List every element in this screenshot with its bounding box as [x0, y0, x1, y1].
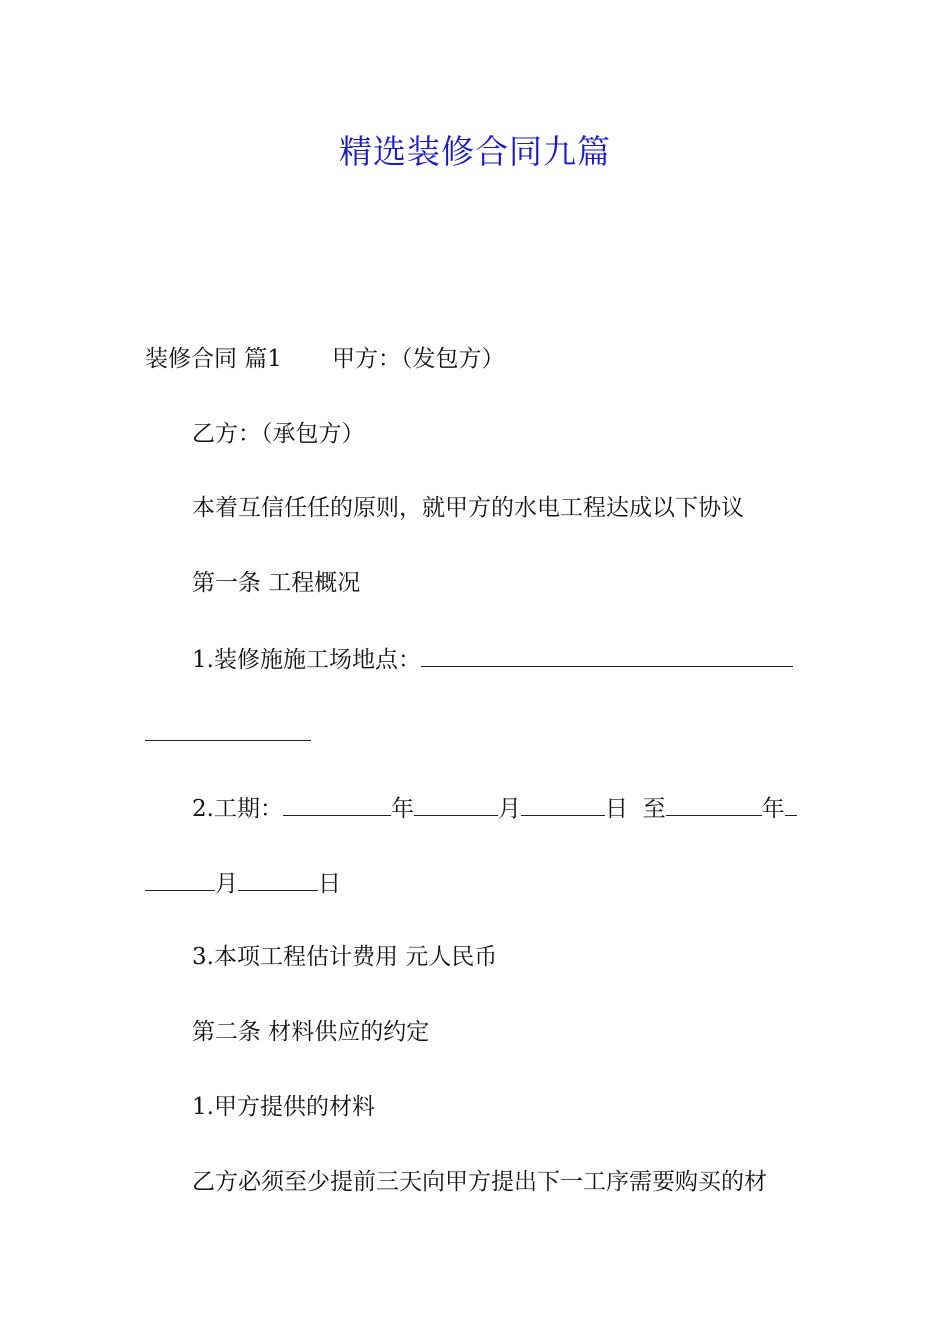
item-1-label: 1.装修施施工场地点： [192, 647, 421, 673]
start-day-blank [521, 793, 605, 816]
article-1-heading: 第一条 工程概况 [192, 570, 361, 596]
item-3-line: 3.本项工程估计费用 元人民币 [192, 944, 498, 970]
item-2-1-line: 1.甲方提供的材料 [192, 1094, 375, 1120]
to-label: 至 [642, 796, 666, 822]
article-2-heading: 第二条 材料供应的约定 [192, 1019, 430, 1045]
body-paragraph-line: 乙方必须至少提前三天向甲方提出下一工序需要购买的材 [192, 1169, 767, 1195]
start-year-label: 年 [390, 796, 414, 822]
end-month-blank [145, 868, 215, 891]
item-1-continuation [145, 718, 311, 749]
start-year-blank [283, 793, 391, 816]
contract-section-label: 装修合同 篇1 [145, 346, 282, 372]
start-month-blank [414, 793, 498, 816]
party-a-label: 甲方：（发包方） [331, 346, 505, 372]
end-month-blank-start [785, 793, 797, 816]
item-2-label: 2.工期： [192, 796, 283, 822]
start-day-label: 日 [604, 796, 628, 822]
header-line [145, 344, 504, 374]
item-1-line [192, 644, 793, 675]
end-month-label: 月 [215, 871, 238, 897]
intro-paragraph: 本着互信任任的原则，就甲方的水电工程达成以下协议 [192, 495, 744, 521]
end-year-label: 年 [761, 796, 785, 822]
end-year-blank [666, 793, 762, 816]
start-month-label: 月 [497, 796, 521, 822]
item-2-continuation [145, 868, 341, 899]
end-day-label: 日 [318, 871, 341, 897]
item-2-line [192, 793, 797, 824]
site-address-blank-continued [145, 718, 311, 741]
site-address-blank [421, 644, 793, 667]
end-day-blank [238, 868, 318, 891]
document-title: 精选装修合同九篇 [339, 132, 611, 171]
party-b-label: 乙方：（承包方） [192, 421, 365, 447]
